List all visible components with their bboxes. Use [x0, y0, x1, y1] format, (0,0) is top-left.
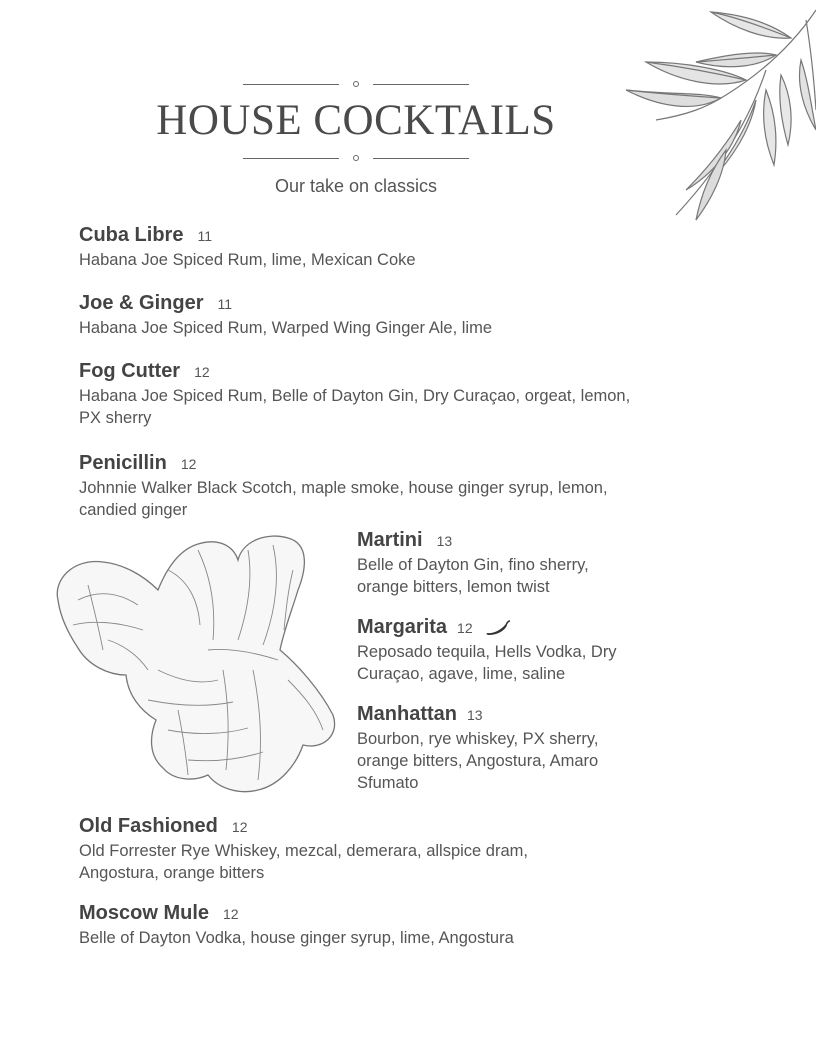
page-subtitle: Our take on classics: [274, 176, 438, 196]
menu-item-old-fashioned: [79, 815, 579, 884]
item-price: 12: [223, 906, 239, 922]
item-price: 11: [197, 228, 212, 244]
menu-item-margarita: [357, 616, 642, 685]
item-name: Old Fashioned: [79, 815, 218, 837]
item-price: 13: [467, 707, 483, 723]
olive-branch-icon: [616, 0, 816, 225]
item-description: Old Forrester Rye Whiskey, mezcal, demerara, allspice dram, Angostura, orange bitters: [79, 842, 528, 882]
item-name: Cuba Libre: [79, 224, 184, 246]
item-name: Margarita: [357, 616, 448, 638]
item-price: 12: [194, 364, 210, 380]
item-description: Habana Joe Spiced Rum, Warped Wing Ginger Ale, lime: [79, 319, 492, 337]
ginger-root-illustration: [48, 530, 340, 796]
item-description: Reposado tequila, Hells Vodka, Dry Curaçao, agave, lime, saline: [357, 643, 617, 683]
item-price: 12: [231, 819, 248, 835]
item-name: Joe & Ginger: [79, 292, 204, 314]
menu-item-penicillin: [79, 452, 624, 521]
item-price: 12: [180, 456, 197, 472]
item-description: Habana Joe Spiced Rum, lime, Mexican Coke: [79, 251, 416, 269]
menu-item-joe-ginger: [79, 292, 492, 339]
item-description: Belle of Dayton Gin, fino sherry, orange bitters, lemon twist: [357, 556, 589, 596]
menu-item-manhattan: [357, 703, 642, 794]
menu-item-moscow-mule: [79, 902, 514, 949]
item-name: Penicillin: [79, 452, 167, 474]
item-description: Johnnie Walker Black Scotch, maple smoke, house ginger syrup, lemon, candied ginger: [79, 479, 608, 519]
item-price: 13: [436, 533, 453, 549]
page-title: HOUSE COCKTAILS: [156, 97, 556, 144]
menu-item-cuba-libre: [79, 224, 416, 271]
top-ornament-rule: [140, 78, 572, 90]
item-name: Martini: [357, 529, 423, 551]
menu-item-fog-cutter: [79, 360, 639, 429]
item-description: Habana Joe Spiced Rum, Belle of Dayton Gin, Dry Curaçao, orgeat, lemon, PX sherry: [79, 387, 631, 427]
bottom-ornament-rule: [140, 152, 572, 164]
item-description: Bourbon, rye whiskey, PX sherry, orange bitters, Angostura, Amaro Sfumato: [357, 730, 599, 792]
item-price: 12: [457, 620, 473, 636]
menu-item-martini: [357, 529, 637, 598]
menu-header: [140, 78, 572, 164]
item-name: Fog Cutter: [79, 360, 181, 382]
chili-pepper-icon: [485, 620, 511, 636]
item-price: 11: [217, 296, 233, 312]
item-name: Manhattan: [357, 703, 457, 725]
item-name: Moscow Mule: [79, 902, 210, 924]
item-description: Belle of Dayton Vodka, house ginger syrup, lime, Angostura: [79, 929, 514, 947]
